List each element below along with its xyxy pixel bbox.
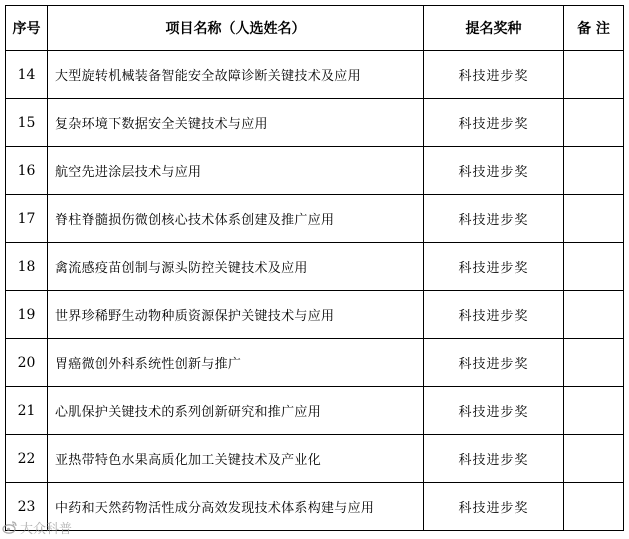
- table-row: [6, 339, 624, 387]
- header-no: 序号: [6, 6, 48, 51]
- note-cell: [564, 147, 624, 195]
- award-nomination-table: [5, 5, 624, 531]
- project-name-cell: 世界珍稀野生动物种质资源保护关键技术与应用: [48, 291, 424, 339]
- table-row: [6, 99, 624, 147]
- row-number: 19: [6, 291, 48, 339]
- project-name-cell: 禽流感疫苗创制与源头防控关键技术及应用: [48, 243, 424, 291]
- row-number: 15: [6, 99, 48, 147]
- header-note: 备 注: [564, 6, 624, 51]
- award-type-cell: 科技进步奖: [424, 147, 564, 195]
- table-row: [6, 51, 624, 99]
- table-row: [6, 483, 624, 531]
- award-type-cell: 科技进步奖: [424, 243, 564, 291]
- award-type-cell: 科技进步奖: [424, 435, 564, 483]
- table-row: [6, 195, 624, 243]
- note-cell: [564, 195, 624, 243]
- award-type-cell: 科技进步奖: [424, 483, 564, 531]
- project-name-cell: 亚热带特色水果高质化加工关键技术及产业化: [48, 435, 424, 483]
- header-project-name: 项目名称（人选姓名）: [48, 6, 424, 51]
- award-type-cell: 科技进步奖: [424, 291, 564, 339]
- note-cell: [564, 483, 624, 531]
- project-name-cell: 心肌保护关键技术的系列创新研究和推广应用: [48, 387, 424, 435]
- award-type-cell: 科技进步奖: [424, 339, 564, 387]
- table-row: [6, 435, 624, 483]
- project-name-cell: 脊柱脊髓损伤微创核心技术体系创建及推广应用: [48, 195, 424, 243]
- table-header-row: [6, 6, 624, 51]
- header-award-type: 提名奖种: [424, 6, 564, 51]
- row-number: 23: [6, 483, 48, 531]
- row-number: 16: [6, 147, 48, 195]
- row-number: 20: [6, 339, 48, 387]
- row-number: 21: [6, 387, 48, 435]
- note-cell: [564, 387, 624, 435]
- table-row: [6, 387, 624, 435]
- watermark-text: 大众科普: [20, 521, 73, 537]
- row-number: 18: [6, 243, 48, 291]
- table-row: [6, 243, 624, 291]
- table-body: [6, 51, 624, 531]
- note-cell: [564, 243, 624, 291]
- award-type-cell: 科技进步奖: [424, 195, 564, 243]
- row-number: 17: [6, 195, 48, 243]
- row-number: 14: [6, 51, 48, 99]
- project-name-cell: 中药和天然药物活性成分高效发现技术体系构建与应用: [48, 483, 424, 531]
- table-row: [6, 147, 624, 195]
- project-name-cell: 大型旋转机械装备智能安全故障诊断关键技术及应用: [48, 51, 424, 99]
- note-cell: [564, 435, 624, 483]
- note-cell: [564, 51, 624, 99]
- note-cell: [564, 339, 624, 387]
- award-type-cell: 科技进步奖: [424, 387, 564, 435]
- table-row: [6, 291, 624, 339]
- row-number: 22: [6, 435, 48, 483]
- note-cell: [564, 99, 624, 147]
- project-name-cell: 胃癌微创外科系统性创新与推广: [48, 339, 424, 387]
- project-name-cell: 航空先进涂层技术与应用: [48, 147, 424, 195]
- award-type-cell: 科技进步奖: [424, 99, 564, 147]
- project-name-cell: 复杂环境下数据安全关键技术与应用: [48, 99, 424, 147]
- note-cell: [564, 291, 624, 339]
- award-type-cell: 科技进步奖: [424, 51, 564, 99]
